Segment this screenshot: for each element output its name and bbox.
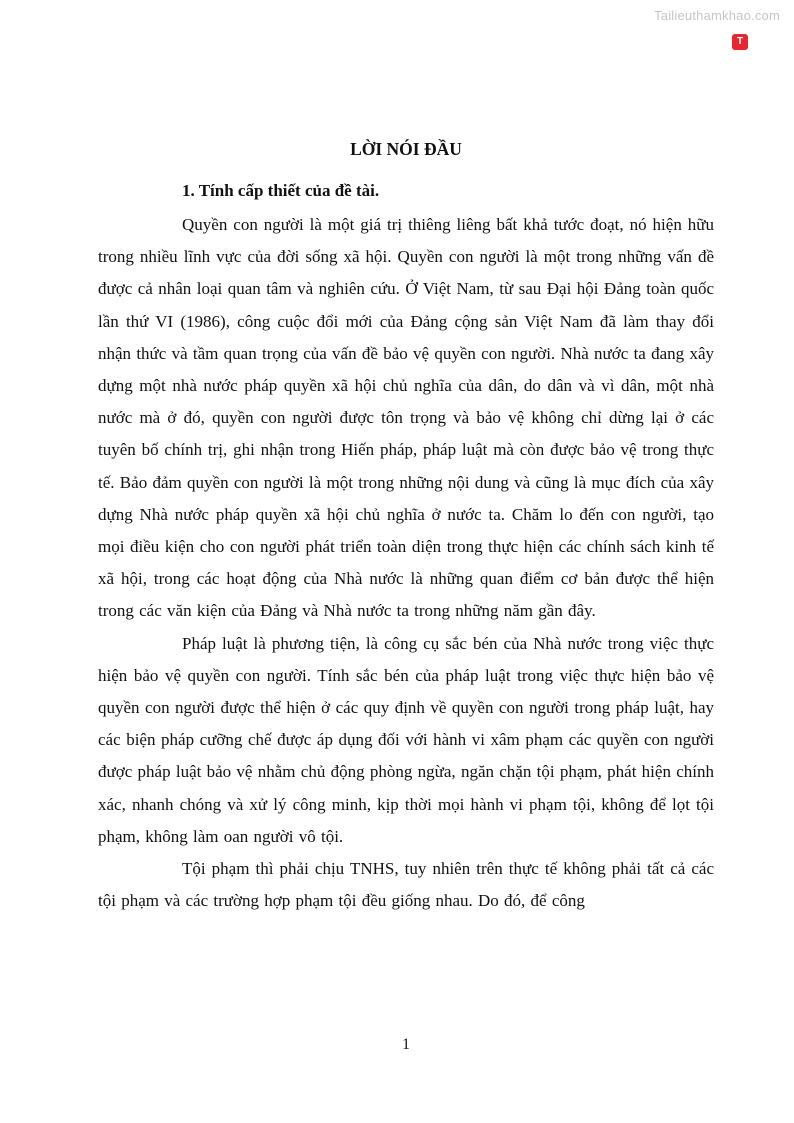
section-heading: 1. Tính cấp thiết của đề tài. — [182, 181, 380, 200]
paragraph-1: Quyền con người là một giá trị thiêng liêng bất khả tước đoạt, nó hiện hữu trong nhiều lĩnh vực của đời sống xã hội. Quyền con người là một trong những vấn đề được cả nhân loại quan tâm và nghiên cứu. Ở Việt Nam, từ sau Đại hội Đảng toàn quốc lần thứ VI (1986), công cuộc đổi mới của Đảng cộng sản Việt Nam đã làm thay đổi nhận thức và tầm quan trọng của vấn đề bảo vệ quyền con người. Nhà nước ta đang xây dựng một nhà nước pháp quyền xã hội chủ nghĩa của dân, do dân và vì dân, một nhà nước mà ở đó, quyền con người được tôn trọng và bảo vệ không chỉ dừng lại ở các tuyên bố chính trị, ghi nhận trong Hiến pháp, pháp luật mà còn được bảo vệ trong thực tế. Bảo đảm quyền con người là một trong những nội dung và cũng là mục đích của xây dựng Nhà nước pháp quyền xã hội chủ nghĩa ở nước ta. Chăm lo đến con người, tạo mọi điều kiện cho con người phát triển toàn diện trong thực hiện các chính sách kinh tế xã hội, trong các hoạt động của Nhà nước là những quan điểm cơ bản được thể hiện trong các văn kiện của Đảng và Nhà nước ta trong những năm gần đây. — [98, 215, 714, 621]
watermark-site-label: Tailieuthamkhao.com — [654, 8, 780, 23]
paragraph-3: Tội phạm thì phải chịu TNHS, tuy nhiên trên thực tế không phải tất cả các tội phạm và các trường hợp phạm tội đều giống nhau. Do đó, để công — [98, 859, 714, 911]
document-title: LỜI NÓI ĐẦU — [350, 139, 462, 159]
paragraph-2: Pháp luật là phương tiện, là công cụ sắc bén của Nhà nước trong việc thực hiện bảo vệ quyền con người. Tính sắc bén của pháp luật trong việc thực hiện bảo vệ quyền con người được thể hiện ở các quy định về quyền con người trong pháp luật, hay các biện pháp cưỡng chế được áp dụng đối với hành vi xâm phạm các quyền con người được pháp luật bảo vệ nhằm chủ động phòng ngừa, ngăn chặn tội phạm, phát hiện chính xác, nhanh chóng và xử lý công minh, kịp thời mọi hành vi phạm tội, không để lọt tội phạm, không làm oan người vô tội. — [98, 633, 714, 846]
document-body — [98, 133, 714, 917]
page-number: 1 — [402, 1036, 410, 1053]
watermark-logo-icon: T — [732, 34, 748, 50]
